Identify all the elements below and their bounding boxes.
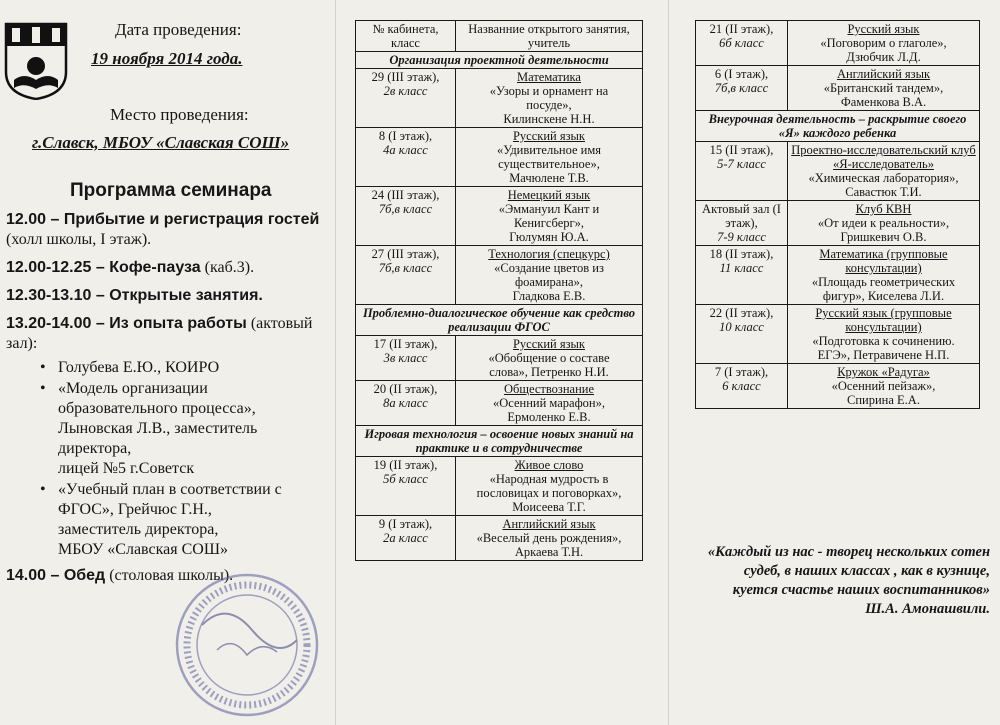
table-row: 8 (I этаж), 4а класс Русский язык «Удивительное имя существительное», Мачюлене Т.В. bbox=[356, 128, 643, 187]
section-row: Игровая технология – освоение новых знаний на практике и в сотрудничестве bbox=[356, 426, 643, 457]
table-row: 9 (I этаж), 2а класс Английский язык «Веселый день рождения», Аркаева Т.Н. bbox=[356, 516, 643, 561]
schedule-item: 12.00 – Прибытие и регистрация гостей (холл школы, I этаж). bbox=[6, 211, 320, 248]
schedule-item: 12.30-13.10 – Открытые занятия. bbox=[6, 287, 263, 304]
section-row: Организация проектной деятельности bbox=[356, 52, 643, 69]
table-row: 15 (II этаж), 5-7 класс Проектно-исследовательский клуб «Я-исследователь» «Химическая лаборатория», Савастюк Т.И. bbox=[696, 142, 980, 201]
school-stamp-icon bbox=[172, 570, 322, 720]
section-row: Внеурочная деятельность – раскрытие своего «Я» каждого ребенка bbox=[696, 111, 980, 142]
table-row: 27 (III этаж), 7б,в класс Технология (спецкурс) «Создание цветов из фоамирана», Гладкова Е.В. bbox=[356, 246, 643, 305]
speaker-list bbox=[6, 358, 324, 560]
lessons-table bbox=[355, 20, 643, 561]
table-header-row bbox=[356, 21, 643, 52]
place-label: Место проведения: bbox=[110, 105, 249, 124]
column-header-room: № кабинета, класс bbox=[356, 21, 456, 52]
table-row: 7 (I этаж), 6 класс Кружок «Радуга» «Осенний пейзаж», Спирина Е.А. bbox=[696, 364, 980, 409]
section-row: Проблемно-диалогическое обучение как средство реализации ФГОС bbox=[356, 305, 643, 336]
table-row: 24 (III этаж), 7б,в класс Немецкий язык «Эммануил Кант и Кенигсберг», Гюлумян Ю.А. bbox=[356, 187, 643, 246]
table-row: 22 (II этаж), 10 класс Русский язык (групповые консультации) «Подготовка к сочинению. ЕГЭ», Петравичене Н.П. bbox=[696, 305, 980, 364]
schedule-item: 13.20-14.00 – Из опыта работы (актовый зал): bbox=[6, 315, 313, 352]
place-value: г.Славск, МБОУ «Славская СОШ» bbox=[32, 133, 290, 152]
table-row: 21 (II этаж), 6б класс Русский язык «Поговорим о глаголе», Дзюбчик Л.Д. bbox=[696, 21, 980, 66]
schedule-item: 12.00-12.25 – Кофе-пауза (каб.3). bbox=[6, 259, 255, 276]
table-row: 19 (II этаж), 5б класс Живое слово «Народная мудрость в пословицах и поговорках», Моисеева Т.Г. bbox=[356, 457, 643, 516]
quote-text: «Каждый из нас - творец нескольких сотен судеб, в наших классах , как в кузнице, куется счастье наших воспитанников» bbox=[707, 544, 990, 598]
table-row: 6 (I этаж), 7б,в класс Английский язык «Британский тандем», Фаменкова В.А. bbox=[696, 66, 980, 111]
lessons-table-continued bbox=[695, 20, 980, 409]
quote-author: Ш.А. Амонашвили. bbox=[865, 601, 990, 617]
speaker-item: • «Модель организации образовательного процесса», Лыновская Л.В., заместитель директора, лицей №5 г.Советск bbox=[58, 379, 324, 479]
epigraph-quote bbox=[706, 543, 990, 619]
date-value: 19 ноября 2014 года. bbox=[91, 49, 243, 68]
program-schedule bbox=[6, 210, 324, 594]
info-panel bbox=[0, 0, 330, 725]
table-row: 29 (III этаж), 2в класс Математика «Узоры и орнамент на посуде», Килинскене Н.Н. bbox=[356, 69, 643, 128]
speaker-item: • Голубева Е.Ю., КОИРО bbox=[58, 358, 324, 378]
table-row: 20 (II этаж), 8а класс Обществознание «Осенний марафон», Ермоленко Е.В. bbox=[356, 381, 643, 426]
schedule-item-lunch: 14.00 – Обед (столовая школы). bbox=[6, 567, 234, 584]
table-row: 17 (II этаж), 3в класс Русский язык «Обобщение о составе слова», Петренко Н.И. bbox=[356, 336, 643, 381]
column-header-title: Названние открытого занятия, учитель bbox=[456, 21, 643, 52]
date-label: Дата проведения: bbox=[115, 20, 242, 39]
program-title: Программа семинара bbox=[70, 180, 272, 201]
table-row: Актовый зал (I этаж), 7-9 класс Клуб КВН «От идеи к реальности», Гришкевич О.В. bbox=[696, 201, 980, 246]
table-row: 18 (II этаж), 11 класс Математика (групповые консультации) «Площадь геометрических фигур», Киселева Л.И. bbox=[696, 246, 980, 305]
school-crest-icon bbox=[4, 22, 68, 100]
speaker-item: • «Учебный план в соответствии с ФГОС», Грейчюс Г.Н., заместитель директора, МБОУ «Славская СОШ» bbox=[58, 480, 324, 560]
